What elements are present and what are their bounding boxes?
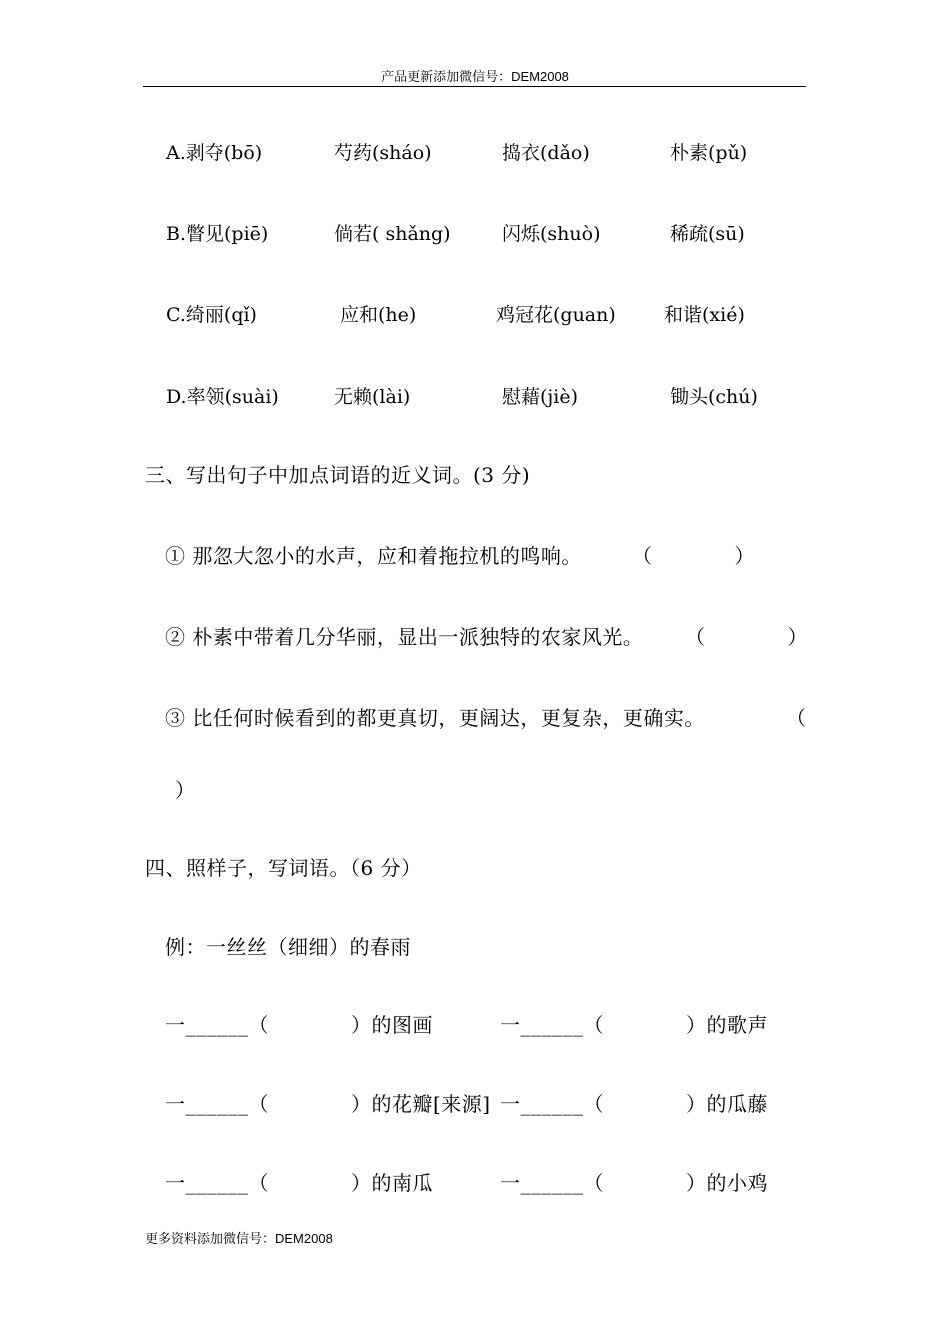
- option-b-item-1: B.瞥见(piē): [166, 223, 269, 245]
- section-4-row-1-left: 一______（ ）的图画: [165, 1013, 433, 1037]
- section-4-row-3-left: 一______（ ）的南瓜: [165, 1171, 433, 1195]
- option-b-item-2: 倘若( shǎng): [334, 223, 451, 245]
- section-4-row-2-right: 一______（ ）的瓜藤: [500, 1092, 768, 1116]
- option-b-item-3: 闪烁(shuò): [502, 223, 601, 245]
- option-b-item-4: 稀疏(sū): [670, 223, 745, 245]
- option-c-item-2: 应和(he): [340, 304, 417, 326]
- section-4-title: 四、照样子，写词语。（6 分）: [145, 856, 422, 880]
- section-3-item-1-blank: （ ）: [632, 544, 755, 568]
- option-c-item-3: 鸡冠花(guan): [496, 304, 616, 326]
- section-4-example: 例：一丝丝（细细）的春雨: [165, 935, 411, 959]
- section-4-row-2-left: 一______（ ）的花瓣[来源]: [165, 1092, 491, 1116]
- section-3-item-2-blank: （ ）: [685, 625, 808, 649]
- option-c-item-4: 和谐(xié): [664, 304, 745, 326]
- section-3-item-1-text: ① 那忽大忽小的水声，应和着拖拉机的鸣响。: [165, 544, 582, 568]
- section-3-item-3-blank-open: （: [786, 706, 807, 730]
- option-d-item-3: 慰藉(jiè): [502, 386, 579, 408]
- option-d-item-2: 无赖(lài): [334, 386, 411, 408]
- section-4-row-1-right: 一______（ ）的歌声: [500, 1013, 768, 1037]
- option-a-item-3: 捣衣(dǎo): [502, 142, 590, 164]
- option-a-item-2: 芍药(sháo): [334, 142, 432, 164]
- section-3-title: 三、写出句子中加点词语的近义词。(3 分): [145, 463, 531, 487]
- option-d-item-1: D.率领(suài): [166, 386, 279, 408]
- section-3-item-3-text: ③ 比任何时候看到的都更真切，更阔达，更复杂，更确实。: [165, 706, 705, 730]
- option-d-item-4: 锄头(chú): [670, 386, 758, 408]
- section-4-row-3-right: 一______（ ）的小鸡: [500, 1171, 768, 1195]
- section-3-item-3-blank-close: ）: [175, 778, 196, 802]
- option-a-item-4: 朴素(pǔ): [670, 142, 748, 164]
- header-divider: [143, 86, 806, 87]
- option-c-item-1: C.绮丽(qǐ): [166, 304, 257, 326]
- page-footer: 更多资料添加微信号：DEM2008: [145, 1231, 333, 1246]
- option-a-item-1: A.剥夺(bō): [166, 142, 263, 164]
- page-header: 产品更新添加微信号：DEM2008: [381, 69, 569, 84]
- section-3-item-2-text: ② 朴素中带着几分华丽，显出一派独特的农家风光。: [165, 625, 644, 649]
